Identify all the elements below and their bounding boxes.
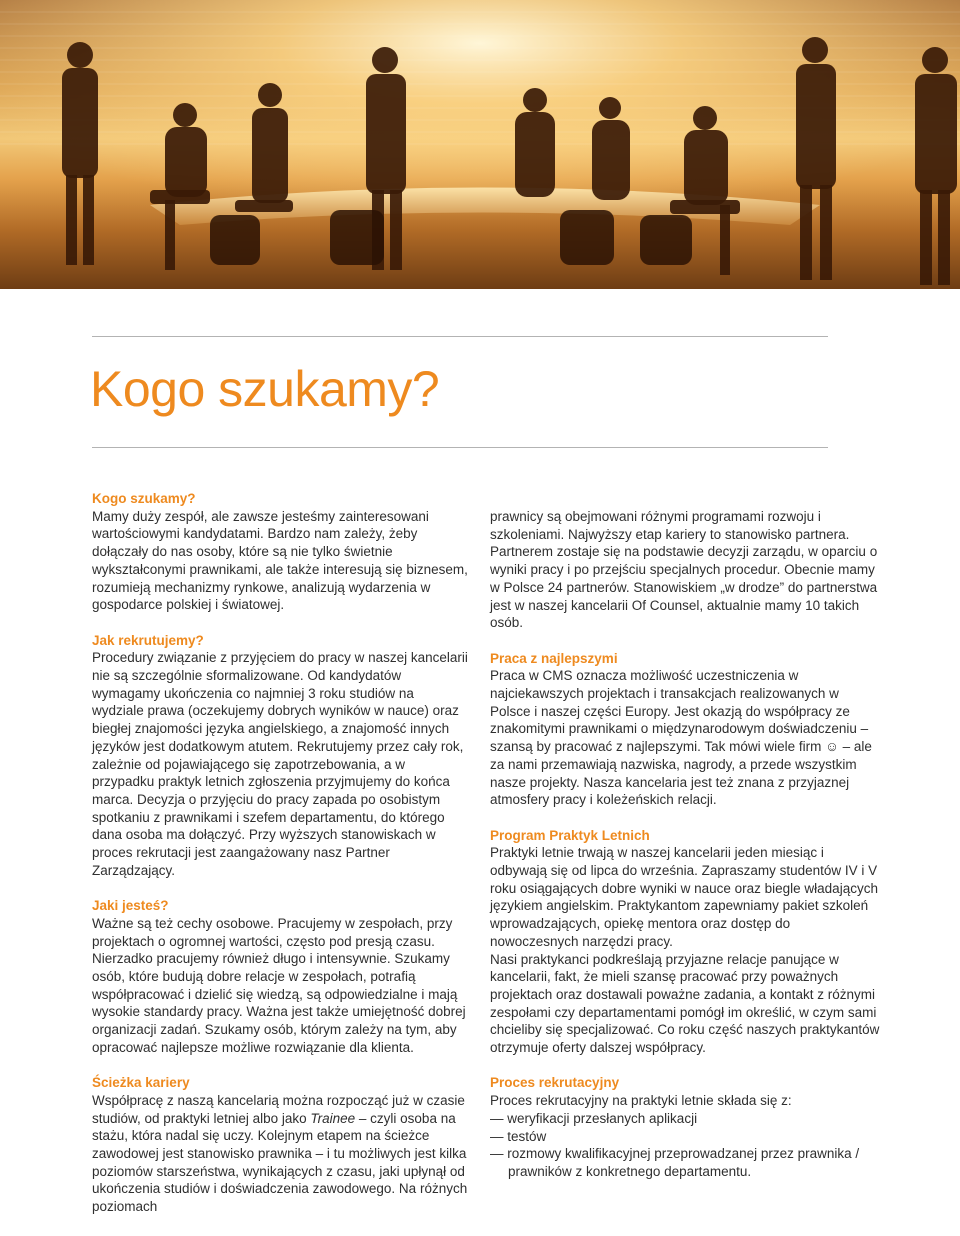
section-paragraph: Mamy duży zespół, ale zawsze jesteśmy zainteresowani wartościowymi kandydatami. Bardzo nam zależy, żeby dołączały do nas osoby, które są nie tylko świetnie wykształconymi prawnikami, ale także interesują się biznesem, rozumieją mechanizmy rynkowe, analizują wydarzenia w gospodarce polskiej i światowej. [92,508,468,613]
paragraph-text: – czyli osoba na stażu, która nadal się uczy. Kolejnym etapem na ścieżce zawodowej jest stanowisko prawnika – i tu możliwych jest kilka poziomów starszeństwa, wynikających z czasu, jaki upłynął od ukończenia studiów i doświadczenia zawodowego. Na różnych poziomach [92,1110,468,1215]
trainee-term: Trainee [310,1110,356,1126]
section-paragraph [92,1092,468,1216]
section-proces-rekrutacyjny [490,1074,882,1180]
section-praca-z-najlepszymi [490,650,882,809]
section-jaki-jestes [92,897,468,1056]
section-program-praktyk-letnich [490,827,882,1057]
section-title: Jaki jesteś? [92,898,169,914]
continuation-paragraph: prawnicy są obejmowani różnymi programami rozwoju i szkoleniami. Najwyższy etap kariery to stanowisko partnera. Partnerem zostaje się na podstawie decyzji zarządu, w oparciu o wyniki pracy i po przejściu specjalnych procedur. Obecnie mamy w Polsce 24 partnerów. Stanowiskiem „w drodze” do partnerstwa jest w naszej kancelarii Of Counsel, aktualnie mamy 10 takich osób. [490,509,878,631]
section-jak-rekrutujemy [92,632,468,880]
section-sciezka-kariery [92,1074,468,1216]
section-paragraph: Proces rekrutacyjny na praktyki letnie składa się z: [490,1093,792,1109]
section-continuation [490,508,882,632]
section-title: Jak rekrutujemy? [92,632,204,648]
section-paragraph: Nasi praktykanci podkreślają przyjazne relacje panujące w kancelarii, fakt, że mieli szansę pracować przy poważnych projektach oraz dostawali poważne zadania, a kontakt z różnymi zespołami czy departamentami pomógł im określić, w czym sami chcieliby się specjalizować. Co roku część naszych praktykantów otrzymuje oferty dalszej współpracy. [490,951,880,1056]
section-paragraph: Praktyki letnie trwają w naszej kancelarii jeden miesiąc i odbywają się od lipca do września. Zapraszamy studentów IV i V roku osiągających dobre wyniki w nauce oraz biegle władających językiem angielskim. Praktykantom zapewniamy pakiet szkoleń wprowadzających, opiekę mentora oraz dostęp do nowoczesnych narzędzi pracy. [490,845,878,949]
meeting-silhouettes-illustration [0,0,960,289]
section-paragraph: Ważne są też cechy osobowe. Pracujemy w zespołach, przy projektach o ogromnej wartości, często pod presją czasu. Nierzadko pracujemy również długo i intensywnie. Szukamy osób, które budują dobre relacje w zespołach, potrafią współpracować i dzielić się wiedzą, są odpowiedzialne i mają wysokie standardy pracy. Ważna jest także umiejętność dobrej organizacji zadań. Szukamy osób, którym zależy na tym, aby opracować najlepsze możliwe rozwiązanie dla klienta. [92,915,466,1055]
list-item: — rozmowy kwalifikacyjnej przeprowadzanej przez prawnika / prawników z konkretnego departamentu. [490,1146,860,1179]
section-paragraph: Praca w CMS oznacza możliwość uczestniczenia w najciekawszych projektach i transakcjach realizowanych w Polsce i naszej części Europy. Jest okazją do współpracy ze znakomitymi prawnikami o międzynarodowym doświadczeniu – szansą by pracować z najlepszymi. Tak mówi wiele firm ☺ – ale za nami przemawiają nazwiska, nagrody, a przede wszystkim nasze projekty. Nasza kancelaria jest też znana z przyjaznej atmosfery pracy i koleżeńskich relacji. [490,668,872,808]
section-title: Proces rekrutacyjny [490,1075,620,1091]
list-item: — weryfikacji przesłanych aplikacji [490,1110,698,1126]
section-kogo-szukamy [92,490,468,614]
paragraph-text: Współpracę z naszą kancelarią można rozpocząć już w czasie studiów, od praktyki letniej albo jako [92,1092,465,1126]
section-title: Kogo szukamy? [92,491,196,506]
left-column [92,490,468,1233]
section-paragraph: Procedury związanie z przyjęciem do pracy w naszej kancelarii nie są szczególnie sformalizowane. Od kandydatów wymagamy ukończenia co najmniej 3 roku studiów na wydziale prawa (oczekujemy dobrych wyników w nauce) oraz biegłej znajomości języka angielskiego, a znajomość innych języków jest dodatkowym atutem. Rekrutujemy przez cały rok, zależnie od pojawiającego się zapotrzebowania, a w przypadku praktyk letnich zgłoszenia przyjmujemy do końca marca. Decyzja o przyjęciu do pracy zapada po osobistym spotkaniu z prawnikami i szefem departamentu, do którego dana osoba ma dołączyć. Przy wyższych stanowiskach w proces rekrutacji jest zaangażowany nasz Partner Zarządzający. [92,650,468,878]
hero-photo [0,0,960,289]
section-title: Praca z najlepszymi [490,650,618,666]
section-title: Program Praktyk Letnich [490,827,650,843]
section-title: Ścieżka kariery [92,1075,190,1091]
title-rule-bottom [92,447,828,448]
page-title: Kogo szukamy? [90,361,440,417]
right-column [490,508,882,1198]
list-item: — testów [490,1128,547,1144]
title-rule-top [92,336,828,337]
